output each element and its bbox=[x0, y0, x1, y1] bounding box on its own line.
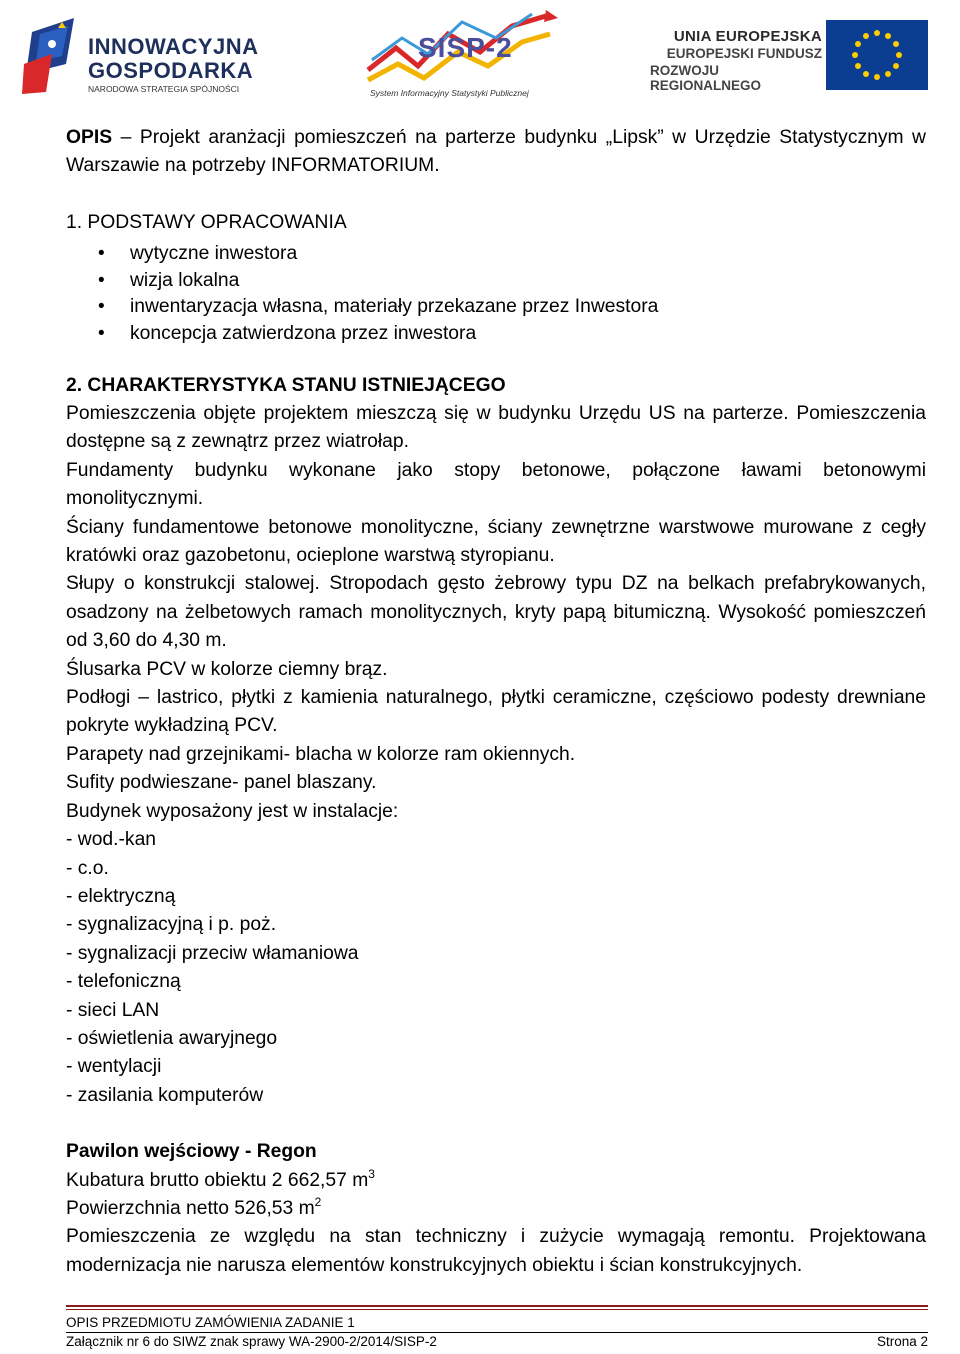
section2-heading: 2. CHARAKTERYSTYKA STANU ISTNIEJĄCEGO bbox=[66, 374, 506, 396]
powierzchnia-exponent: 2 bbox=[314, 1194, 322, 1209]
eu-logo bbox=[650, 28, 950, 93]
list-item: • wizja lokalna bbox=[66, 268, 926, 295]
page-header bbox=[0, 0, 960, 110]
list-item: - telefoniczną bbox=[66, 971, 181, 993]
eu-flag-icon bbox=[826, 20, 928, 90]
intro-label: OPIS bbox=[66, 127, 113, 148]
section2-paragraph: Fundamenty budynku wykonane jako stopy betonowe, połączone ławami betonowymi monolitycznymi. bbox=[66, 459, 926, 510]
list-item: - c.o. bbox=[66, 857, 109, 879]
eu-logo-line2: EUROPEJSKI FUNDUSZ bbox=[666, 46, 822, 61]
footer-reference: Załącznik nr 6 do SIWZ znak sprawy WA-2900-2/2014/SISP-2 bbox=[66, 1334, 437, 1349]
eu-logo-line1: UNIA EUROPEJSKA bbox=[673, 28, 822, 45]
kubatura-text: Kubatura brutto obiektu 2 662,57 m bbox=[66, 1169, 369, 1191]
sisp-logo-subtitle: System Informacyjny Statystyki Publicznej bbox=[370, 88, 529, 98]
sisp-logo bbox=[362, 8, 562, 102]
list-item: - wod.-kan bbox=[66, 829, 157, 851]
section2-paragraph: Parapety nad grzejnikami- blacha w kolorze ram okiennych. bbox=[66, 743, 576, 765]
list-item: - sygnalizacyjną i p. poż. bbox=[66, 914, 277, 936]
section2-paragraph: Ślusarka PCV w kolorze ciemny brąz. bbox=[66, 658, 388, 680]
list-item: • wytyczne inwestora bbox=[66, 241, 926, 268]
footer-title: OPIS PRZEDMIOTU ZAMÓWIENIA ZADANIE 1 bbox=[66, 1315, 355, 1330]
footer-rule-thin bbox=[66, 1309, 928, 1310]
section2-paragraph: Sufity podwieszane- panel blaszany. bbox=[66, 772, 377, 794]
section2-paragraph: Budynek wyposażony jest w instalacje: bbox=[66, 800, 399, 822]
list-item: • koncepcja zatwierdzona przez inwestora bbox=[66, 321, 926, 348]
kubatura-exponent: 3 bbox=[368, 1166, 375, 1181]
document-body bbox=[66, 124, 926, 1280]
innowacyjna-gospodarka-logo bbox=[22, 14, 272, 96]
page-number: Strona 2 bbox=[876, 1334, 928, 1349]
intro-paragraph bbox=[66, 124, 926, 181]
list-item: - sieci LAN bbox=[66, 999, 160, 1021]
list-item: - zasilania komputerów bbox=[66, 1084, 264, 1106]
list-item: - oświetlenia awaryjnego bbox=[66, 1027, 278, 1049]
section2-paragraph: Pomieszczenia objęte projektem mieszczą się w budynku Urzędu US na parterze. Pomieszczenia dostępne są z zewnątrz przez wiatrołap. bbox=[66, 403, 926, 453]
ig-logo-tagline: NARODOWA STRATEGIA SPÓJNOŚCI bbox=[88, 84, 240, 94]
sisp-logo-name: SISP-2 bbox=[418, 32, 513, 63]
footer-rule bbox=[66, 1305, 928, 1307]
list-item: - sygnalizacji przeciw włamaniowa bbox=[66, 942, 359, 964]
list-item: - elektryczną bbox=[66, 885, 176, 907]
pavilion-paragraph: Pomieszczenia ze względu na stan techniczny i zużycie wymagają remontu. Projektowana modernizacja nie narusza elementów konstrukcyjnych obiektu i ścian konstrukcyjnych. bbox=[66, 1226, 926, 1276]
list-item: - wentylacji bbox=[66, 1056, 162, 1078]
footer-divider bbox=[66, 1332, 928, 1333]
eu-logo-line3: ROZWOJU REGIONALNEGO bbox=[650, 63, 762, 93]
list-item: • inwentaryzacja własna, materiały przekazane przez Inwestora bbox=[66, 294, 926, 321]
pavilion-kubatura bbox=[66, 1167, 926, 1195]
powierzchnia-text: Powierzchnia netto 526,53 m bbox=[66, 1197, 315, 1219]
section1-list bbox=[66, 241, 926, 347]
pavilion-powierzchnia bbox=[66, 1195, 926, 1223]
footer-row bbox=[66, 1334, 928, 1350]
ig-logo-line2: GOSPODARKA bbox=[88, 58, 254, 83]
page-footer bbox=[66, 1305, 928, 1350]
pavilion-heading: Pawilon wejściowy - Regon bbox=[66, 1141, 317, 1163]
section2-paragraph: Słupy o konstrukcji stalowej. Stropodach gęsto żebrowy typu DZ na belkach prefabrykowanych, osadzony na żelbetowych ramach monolitycznych, kryty papą bitumiczną. Wysokość pomieszczeń od 3,60 do 4,30 m. bbox=[66, 573, 926, 652]
section2-paragraph: Podłogi – lastrico, płytki z kamienia naturalnego, płytki ceramiczne, częściowo podesty drewniane pokryte wykładziną PCV. bbox=[66, 687, 926, 737]
ig-logo-line1: INNOWACYJNA bbox=[88, 34, 259, 59]
section2-paragraph: Ściany fundamentowe betonowe monolityczne, ściany zewnętrzne warstwowe murowane z cegły kratówki oraz gazobetonu, ocieplone warstwą styropianu. bbox=[66, 516, 926, 567]
section1-heading: 1. PODSTAWY OPRACOWANIA bbox=[66, 211, 347, 233]
intro-text: – Projekt aranżacji pomieszczeń na parterze budynku „Lipsk” w Urzędzie Statystycznym w Warszawie na potrzeby INFORMATORIUM. bbox=[66, 127, 926, 177]
installations-list bbox=[66, 826, 926, 1110]
ig-emblem-icon bbox=[22, 14, 86, 96]
